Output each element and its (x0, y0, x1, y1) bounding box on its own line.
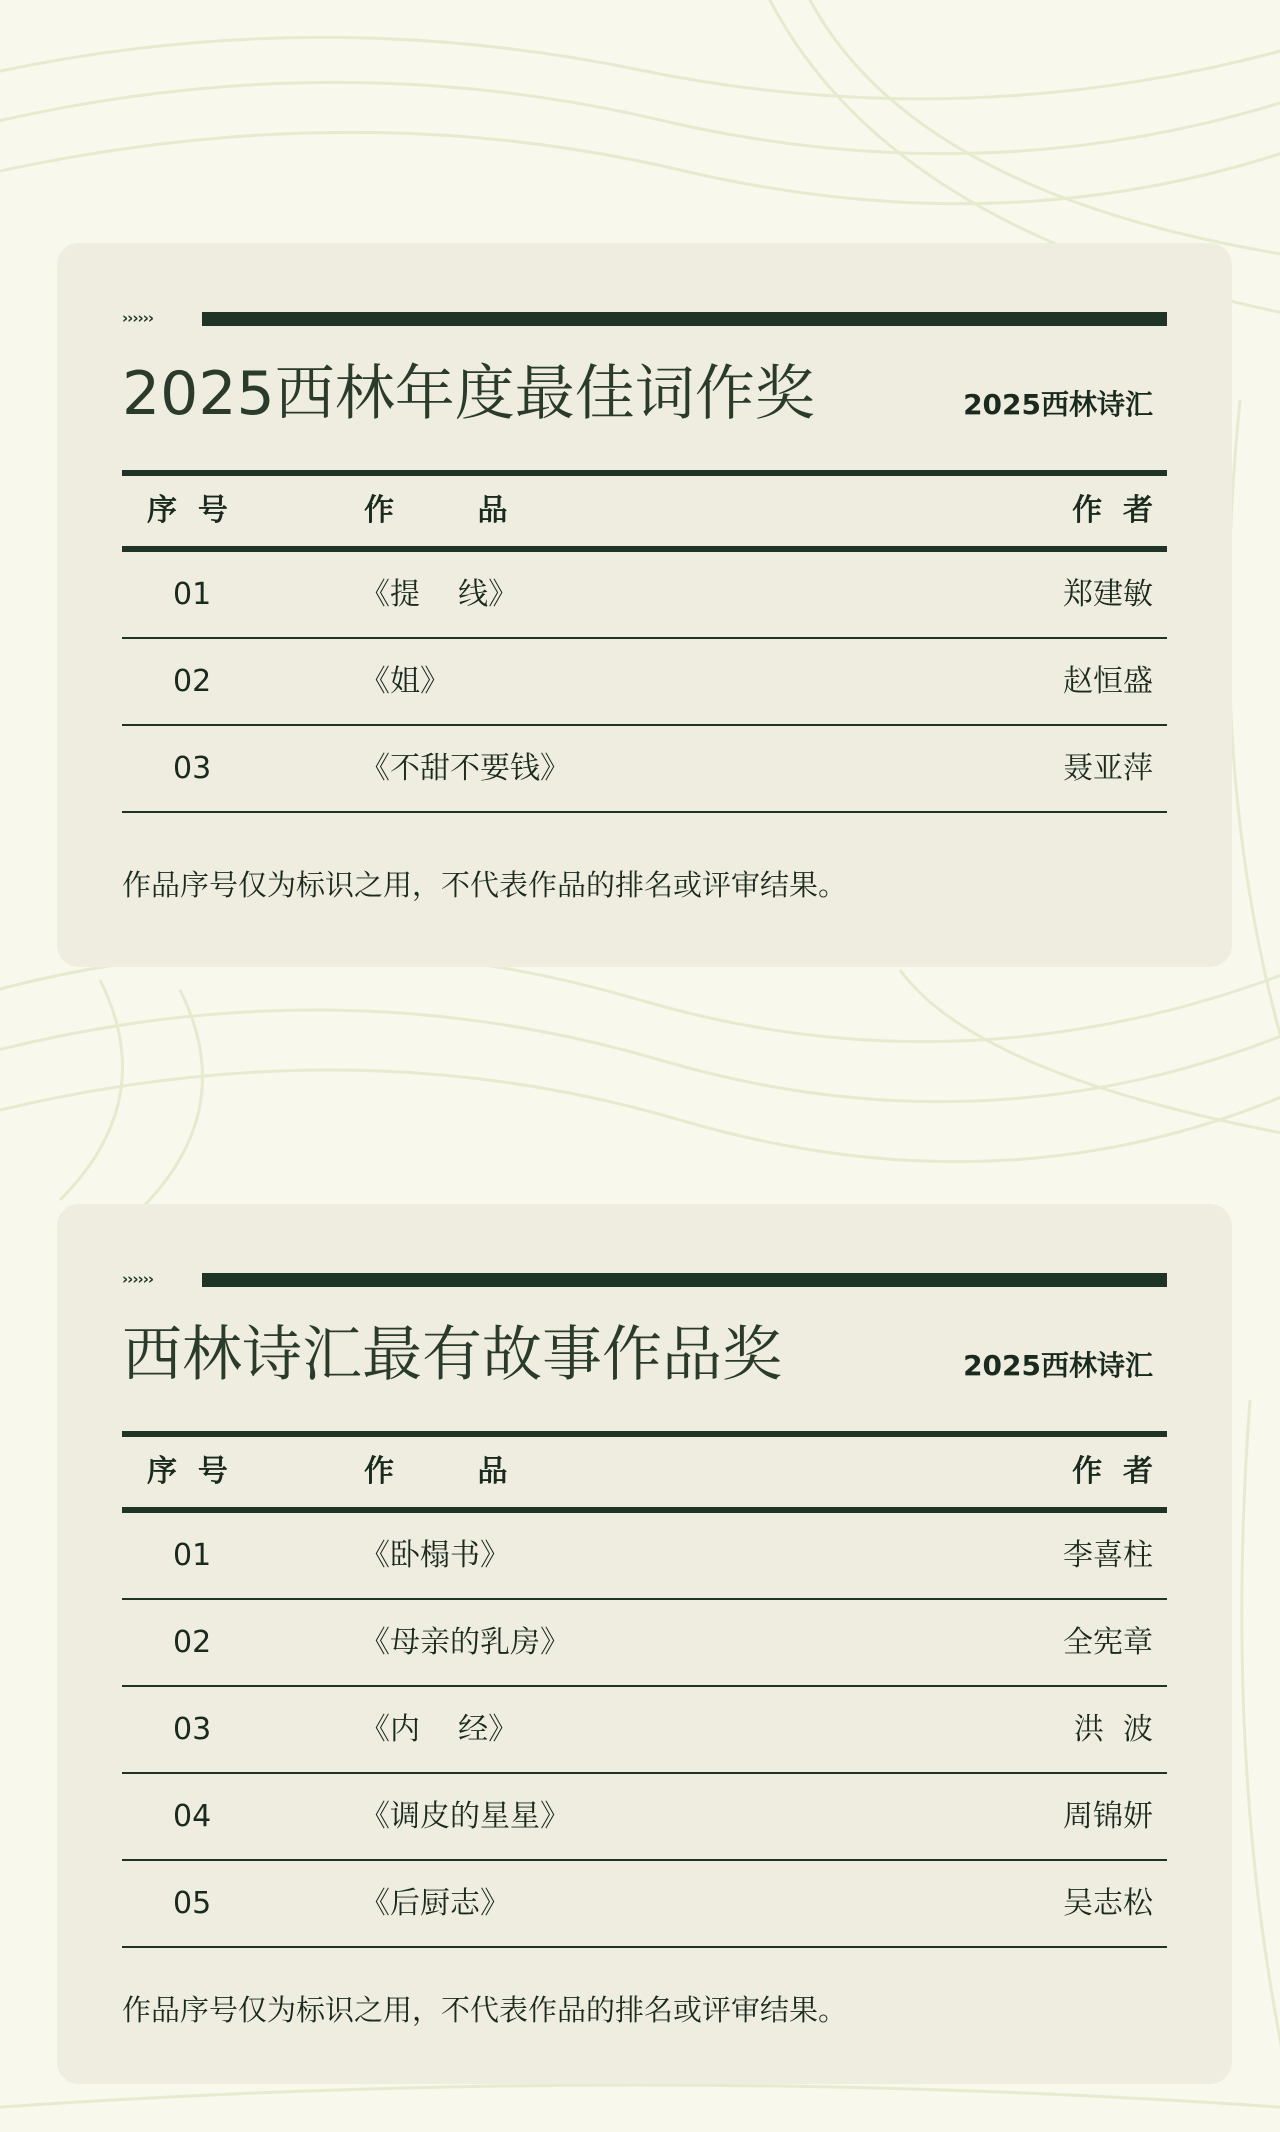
award-card-best-lyrics (57, 243, 1232, 967)
row-number: 03 (173, 1712, 212, 1747)
disclaimer-note: 作品序号仅为标识之用，不代表作品的排名或评审结果。 (122, 868, 848, 902)
row-number: 03 (173, 751, 212, 786)
row-author: 洪 波 (1073, 1712, 1153, 1747)
row-number: 05 (173, 1886, 212, 1921)
top-rule (202, 312, 1167, 326)
row-number: 01 (173, 1538, 212, 1573)
row-number: 02 (173, 664, 212, 699)
award-table (122, 470, 1167, 813)
brand-label: 2025西林诗汇 (963, 1349, 1153, 1382)
row-author: 聂亚萍 (1063, 751, 1153, 786)
row-author: 郑建敏 (1063, 577, 1153, 612)
table-row (122, 1861, 1167, 1948)
header-author: 作 者 (1072, 1454, 1153, 1489)
table-row (122, 1774, 1167, 1861)
row-work: 《母亲的乳房》 (360, 1625, 570, 1660)
row-author: 李喜柱 (1063, 1538, 1153, 1573)
row-work: 《调皮的星星》 (360, 1799, 570, 1834)
row-work: 《卧榻书》 (360, 1538, 510, 1573)
header-number: 序 号 (147, 493, 228, 528)
row-number: 01 (173, 577, 212, 612)
row-work: 《姐》 (360, 664, 450, 699)
table-row (122, 1687, 1167, 1774)
header-work: 作 品 (364, 493, 508, 528)
award-table (122, 1431, 1167, 1948)
table-row (122, 552, 1167, 639)
table-header (122, 1431, 1167, 1513)
row-number: 02 (173, 1625, 212, 1660)
brand-label: 2025西林诗汇 (963, 388, 1153, 421)
chevron-arrows-icon: ›››››› (122, 1270, 154, 1288)
award-title: 西林诗汇最有故事作品奖 (122, 1320, 782, 1390)
decorative-top-bar (122, 309, 1167, 327)
row-work: 《后厨志》 (360, 1886, 510, 1921)
disclaimer-note: 作品序号仅为标识之用，不代表作品的排名或评审结果。 (122, 1993, 848, 2027)
row-author: 赵恒盛 (1063, 664, 1153, 699)
row-number: 04 (173, 1799, 212, 1834)
row-author: 周锦妍 (1063, 1799, 1153, 1834)
header-number: 序 号 (147, 1454, 228, 1489)
table-header (122, 470, 1167, 552)
row-author: 吴志松 (1063, 1886, 1153, 1921)
row-work: 《内 经》 (360, 1712, 519, 1747)
top-rule (202, 1273, 1167, 1287)
decorative-top-bar (122, 1270, 1167, 1288)
award-title: 2025西林年度最佳词作奖 (122, 359, 815, 429)
header-work: 作 品 (364, 1454, 508, 1489)
table-row (122, 639, 1167, 726)
row-author: 全宪章 (1063, 1625, 1153, 1660)
chevron-arrows-icon: ›››››› (122, 309, 154, 327)
row-work: 《提 线》 (360, 577, 519, 612)
header-author: 作 者 (1072, 493, 1153, 528)
table-row (122, 1513, 1167, 1600)
table-row (122, 1600, 1167, 1687)
row-work: 《不甜不要钱》 (360, 751, 570, 786)
table-row (122, 726, 1167, 813)
award-card-best-story (57, 1204, 1232, 2084)
